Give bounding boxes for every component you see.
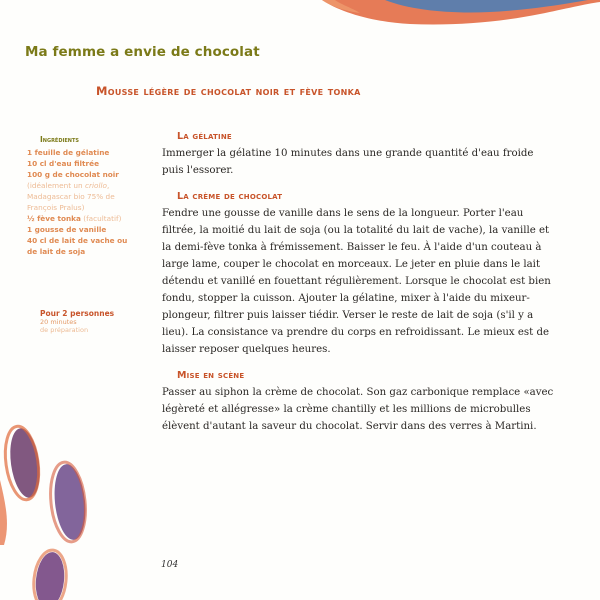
bean-3-rim <box>31 548 69 600</box>
recipe-title: Mousse légère de chocolat noir et fève tonka <box>96 84 361 98</box>
section-text: Passer au siphon la crème de chocolat. Son gaz carbonique remplace «avec légèreté et allégresse» la crème chantilly et les millions de microbulles élèvent d'autant la saveur du chocolat. Servir dans des verres à Martini. <box>162 387 554 432</box>
bean-2-rim <box>47 460 89 543</box>
ingredient-item: 100 g de chocolat noir <box>27 170 119 179</box>
ingredients-heading: Ingrédients <box>40 135 79 144</box>
bean-3 <box>33 551 67 600</box>
ingredients-list <box>27 147 132 257</box>
top-watercolor-blue <box>385 0 588 13</box>
section-gelatine <box>162 131 554 179</box>
serves-info <box>40 309 114 334</box>
section-mise-en-scene <box>162 370 554 435</box>
bean-2 <box>51 463 89 542</box>
ingredient-item: François Pralus) <box>27 203 85 212</box>
page-number: 104 <box>161 560 179 570</box>
bean-1 <box>6 426 43 499</box>
top-watercolor-edge <box>322 0 360 13</box>
ingredient-item: (idéalement un criollo, <box>27 181 110 190</box>
prep-time: 20 minutes <box>40 318 77 326</box>
section-creme <box>162 191 554 358</box>
ingredient-item: 1 feuille de gélatine <box>27 148 110 157</box>
ingredient-item: Madagascar bio 75% de <box>27 192 115 201</box>
prep-label: de préparation <box>40 326 89 334</box>
chapter-title: Ma femme a envie de chocolat <box>25 44 260 60</box>
recipe-steps <box>162 131 554 447</box>
bean-stroke <box>0 480 7 545</box>
section-title: La crème de chocolat <box>177 191 283 202</box>
section-title: Mise en scène <box>177 370 245 381</box>
top-watercolor-stroke <box>322 0 600 25</box>
ingredient-item: de lait de soja <box>27 247 86 256</box>
section-title: La gélatine <box>177 131 232 142</box>
section-text: Fendre une gousse de vanille dans le sens de la longueur. Porter l'eau filtrée, la moitié du lait de soja (ou la totalité du lait de vache), la vanille et la demi-fève tonka à frémissement. Baisser le feu. À l'aide d'un couteau à large lame, couper le chocolat en morceaux. Le jeter en pluie dans le lait détendu et vanillé en fouettant régulièrement. Lorsque le chocolat est bien fondu, stopper la cuisson. Ajouter la gélatine, mixer à l'aide du mixeur-plongeur, filtrer puis laisser tiédir. Verser le reste de lait de soja (s'il y a lieu). La consistance va prendre du corps en refroidissant. Le mieux est de laisser reposer quelques heures. <box>162 208 551 355</box>
serves-label: Pour 2 personnes <box>40 309 115 318</box>
bean-1-rim <box>1 424 43 502</box>
ingredients-block <box>27 135 132 257</box>
ingredient-item: 1 gousse de vanille <box>27 225 107 234</box>
ingredient-item: 40 cl de lait de vache ou <box>27 236 128 245</box>
ingredient-item: ½ fève tonka (facultatif) <box>27 214 122 223</box>
section-text: Immerger la gélatine 10 minutes dans une grande quantité d'eau froide puis l'essorer. <box>162 148 534 176</box>
ingredient-item: 10 cl d'eau filtrée <box>27 159 100 168</box>
